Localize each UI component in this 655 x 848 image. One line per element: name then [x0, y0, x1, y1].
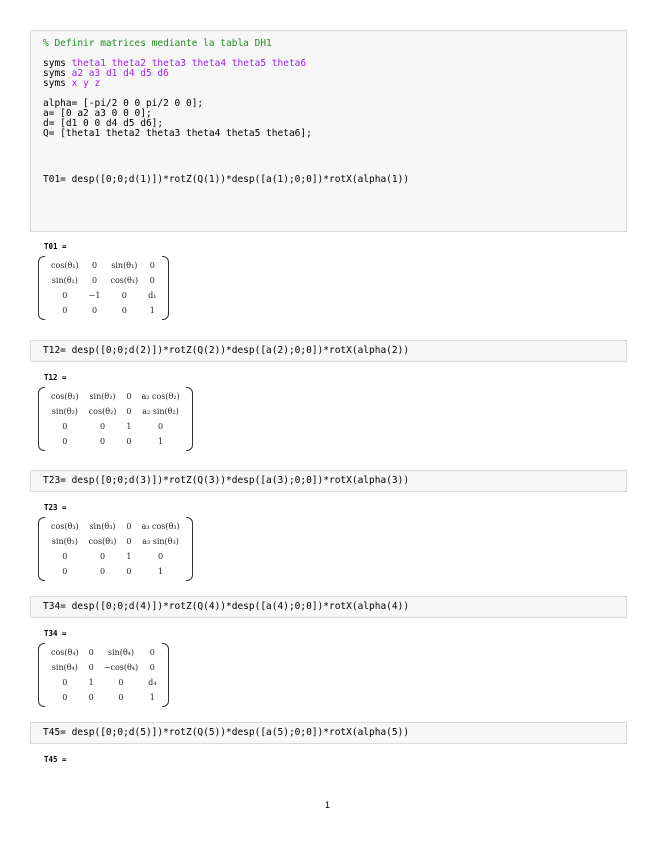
matrix-t34: [38, 643, 169, 707]
matrix-cell: d₁: [148, 291, 157, 300]
matrix-cell: 1: [149, 306, 155, 315]
matrix-cell: cos(θ₁): [51, 261, 79, 270]
code-line-syms-params: syms a2 a3 d1 d4 d5 d6: [43, 68, 169, 79]
matrix-cell: cos(θ₃): [88, 537, 117, 546]
matrix-row: [46, 288, 161, 303]
matrix-cell: a₃ cos(θ₃): [141, 522, 180, 531]
matrix-cell: cos(θ₃): [51, 522, 79, 531]
matrix-cell: sin(θ₃): [51, 537, 78, 546]
matrix-cell: 0: [99, 567, 106, 576]
matrix-cell: 0: [126, 437, 132, 446]
matrix-cell: cos(θ₂): [88, 407, 117, 416]
matrix-cell: sin(θ₁): [51, 276, 78, 285]
output-label-t45: T45 =: [44, 755, 67, 764]
matrix-t12: [38, 387, 193, 451]
matrix-cell: 0: [121, 306, 127, 315]
matrix-cell: d₄: [148, 678, 157, 687]
matrix-cell: 0: [118, 693, 124, 702]
matrix-cell: 0: [99, 422, 106, 431]
matrix-cell: 0: [62, 693, 68, 702]
matrix-cell: 1: [157, 437, 164, 446]
matrix-row: [46, 519, 185, 534]
matrix-cell: 0: [62, 678, 68, 687]
matrix-cell: −1: [88, 291, 101, 300]
matrix-cell: 0: [149, 663, 155, 672]
matrix-row: [46, 419, 185, 434]
matrix-cell: 0: [157, 552, 164, 561]
code-block-t23: [30, 470, 627, 492]
matrix-row: [46, 434, 185, 449]
matrix-cell: 0: [92, 306, 98, 315]
matrix-cell: 0: [118, 678, 124, 687]
code-block-t12: [30, 340, 627, 362]
matrix-row: [46, 389, 185, 404]
matrix-cell: 0: [126, 392, 132, 401]
matrix-cell: 0: [88, 648, 94, 657]
matrix-cell: a₃ sin(θ₃): [142, 537, 179, 546]
code-comment: % Definir matrices mediante la tabla DH1: [43, 38, 272, 49]
matrix-row: [46, 645, 161, 660]
code-line-q: Q= [theta1 theta2 theta3 theta4 theta5 theta6];: [43, 128, 312, 139]
matrix-row: [46, 404, 185, 419]
matrix-cell: 0: [126, 407, 132, 416]
matrix-cell: sin(θ₂): [51, 407, 78, 416]
code-block-t34: [30, 596, 627, 618]
code-line-d: d= [d1 0 0 d4 d5 d6];: [43, 118, 164, 129]
matrix-cell: 0: [149, 648, 155, 657]
code-block-t45: [30, 722, 627, 744]
matrix-cell: a₂ cos(θ₂): [141, 392, 180, 401]
matrix-cell: sin(θ₁): [111, 261, 138, 270]
output-label-t34: T34 =: [44, 629, 67, 638]
matrix-cell: 0: [62, 422, 68, 431]
code-line-a: a= [0 a2 a3 0 0 0];: [43, 108, 152, 119]
matrix-cell: sin(θ₃): [89, 522, 116, 531]
matrix-cell: 0: [88, 663, 94, 672]
matrix-cell: 0: [157, 422, 164, 431]
matrix-cell: 1: [126, 422, 132, 431]
code-line-t12: T12= desp([0;0;d(2)])*rotZ(Q(2))*desp([a(2);0;0])*rotX(alpha(2)): [43, 345, 410, 356]
matrix-cell: 0: [126, 537, 132, 546]
matrix-cell: cos(θ₁): [110, 276, 139, 285]
code-line-syms-theta: syms theta1 theta2 theta3 theta4 theta5 theta6: [43, 58, 307, 69]
matrix-row: [46, 273, 161, 288]
matrix-cell: sin(θ₄): [107, 648, 134, 657]
matrix-cell: 0: [126, 567, 132, 576]
matrix-cell: 0: [88, 693, 94, 702]
matrix-t01: [38, 256, 169, 320]
matrix-cell: 0: [149, 276, 155, 285]
code-block-dh-definitions: [30, 30, 627, 232]
matrix-cell: 0: [92, 276, 98, 285]
code-line-t23: T23= desp([0;0;d(3)])*rotZ(Q(3))*desp([a(3);0;0])*rotX(alpha(3)): [43, 475, 410, 486]
matrix-row: [46, 564, 185, 579]
matrix-row: [46, 258, 161, 273]
matrix-cell: 1: [126, 552, 132, 561]
matrix-row: [46, 675, 161, 690]
code-line-t34: T34= desp([0;0;d(4)])*rotZ(Q(4))*desp([a(4);0;0])*rotX(alpha(4)): [43, 601, 410, 612]
matrix-cell: 0: [149, 261, 155, 270]
matrix-cell: 1: [157, 567, 164, 576]
matrix-cell: sin(θ₂): [89, 392, 116, 401]
matrix-cell: 0: [62, 552, 68, 561]
code-line-alpha: alpha= [-pi/2 0 0 pi/2 0 0];: [43, 98, 204, 109]
code-line-t01: T01= desp([0;0;d(1)])*rotZ(Q(1))*desp([a(1);0;0])*rotX(alpha(1)): [43, 174, 410, 185]
matrix-cell: 0: [62, 291, 68, 300]
matrix-row: [46, 690, 161, 705]
matrix-row: [46, 549, 185, 564]
matrix-cell: 0: [121, 291, 127, 300]
output-label-t12: T12 =: [44, 373, 67, 382]
matrix-cell: 1: [149, 693, 155, 702]
matrix-row: [46, 660, 161, 675]
matrix-cell: 0: [92, 261, 98, 270]
matrix-cell: sin(θ₄): [51, 663, 78, 672]
matrix-cell: a₂ sin(θ₂): [142, 407, 179, 416]
matrix-row: [46, 303, 161, 318]
matrix-cell: 0: [62, 306, 68, 315]
matrix-cell: 1: [88, 678, 94, 687]
matrix-cell: cos(θ₂): [51, 392, 79, 401]
page-number: 1: [324, 800, 330, 810]
matrix-cell: 0: [62, 437, 68, 446]
output-label-t01: T01 =: [44, 242, 67, 251]
output-label-t23: T23 =: [44, 503, 67, 512]
matrix-t23: [38, 517, 193, 581]
matrix-cell: 0: [99, 437, 106, 446]
code-line-t45: T45= desp([0;0;d(5)])*rotZ(Q(5))*desp([a(5);0;0])*rotX(alpha(5)): [43, 727, 410, 738]
matrix-cell: 0: [126, 522, 132, 531]
matrix-cell: cos(θ₄): [51, 648, 79, 657]
code-line-syms-xyz: syms x y z: [43, 78, 101, 89]
matrix-cell: 0: [99, 552, 106, 561]
matrix-cell: −cos(θ₄): [103, 663, 139, 672]
matrix-cell: 0: [62, 567, 68, 576]
matrix-row: [46, 534, 185, 549]
